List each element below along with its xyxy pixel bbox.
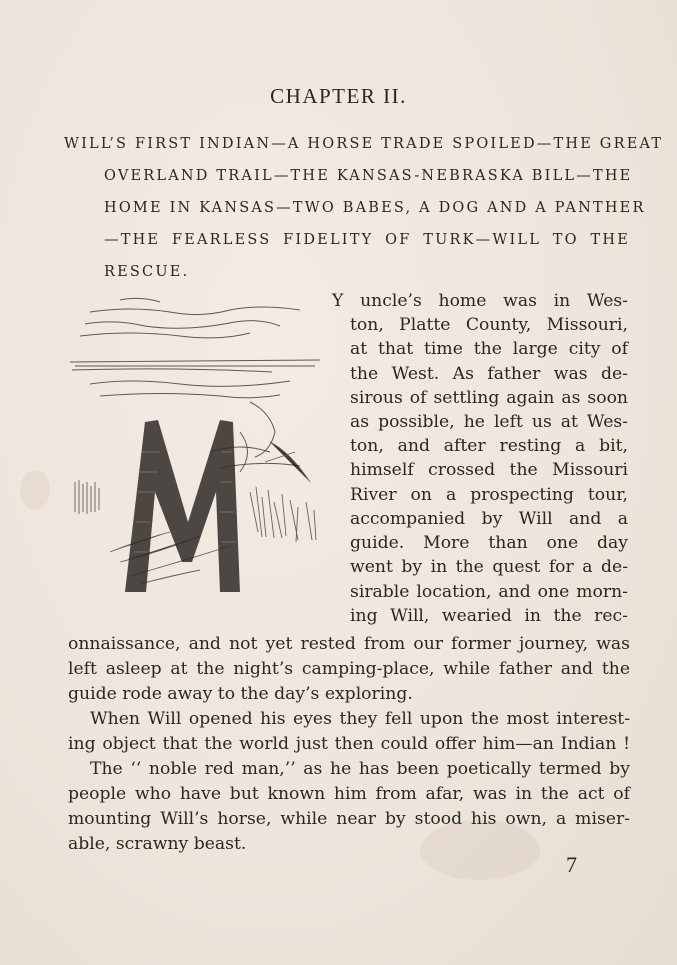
- body-line: Y uncle’s home was in Wes-: [332, 291, 628, 311]
- body-line: accompanied by Will and a: [350, 509, 628, 529]
- body-line: people who have but known him from afar, was in the act of: [68, 784, 630, 804]
- synopsis-line: RESCUE.: [104, 264, 190, 280]
- body-line: When Will opened his eyes they fell upon the most interest-: [90, 709, 630, 729]
- body-line: ing object that the world just then could offer him—an Indian !: [68, 734, 630, 754]
- synopsis-line: WILL’S FIRST INDIAN—A HORSE TRADE SPOILED—THE GREAT: [64, 136, 664, 152]
- body-line: River on a prospecting tour,: [350, 485, 628, 505]
- body-line: himself crossed the Missouri: [350, 460, 628, 480]
- body-line: sirous of settling again as soon: [350, 388, 628, 408]
- chapter-synopsis: [64, 128, 664, 288]
- body-line: ton, Platte County, Missouri,: [350, 315, 628, 335]
- body-line: at that time the large city of: [350, 339, 628, 359]
- body-line: mounting Will’s horse, while near by stood his own, a miser-: [68, 809, 630, 829]
- body-line: guide. More than one day: [350, 533, 628, 553]
- chapter-title: CHAPTER II.: [270, 84, 407, 108]
- synopsis-line: —THE FEARLESS FIDELITY OF TURK—WILL TO THE: [104, 232, 630, 248]
- body-line: went by in the quest for a de-: [350, 557, 628, 577]
- body-line: onnaissance, and not yet rested from our former journey, was: [68, 634, 630, 654]
- synopsis-line: OVERLAND TRAIL—THE KANSAS-NEBRASKA BILL—THE: [104, 168, 633, 184]
- synopsis-line: HOME IN KANSAS—TWO BABES, A DOG AND A PANTHER: [104, 200, 646, 216]
- page-number: 7: [566, 852, 577, 877]
- body-line: able, scrawny beast.: [68, 834, 247, 854]
- body-line: ton, and after resting a bit,: [350, 436, 628, 456]
- letter-M-shape: [125, 420, 240, 592]
- body-line: The ‘‘ noble red man,’’ as he has been poetically termed by: [90, 759, 630, 779]
- paper-stain: [20, 470, 50, 510]
- body-line: sirable location, and one morn-: [350, 582, 628, 602]
- body-line: the West. As father was de-: [350, 364, 628, 384]
- body-line: left asleep at the night’s camping-place, while father and the: [68, 659, 630, 679]
- body-line: guide rode away to the day’s exploring.: [68, 684, 413, 704]
- ornamental-drop-cap-icon: [70, 292, 328, 592]
- drop-cap-illustration: [70, 292, 328, 592]
- body-line: ing Will, wearied in the rec-: [350, 606, 628, 626]
- body-line: as possible, he left us at Wes-: [350, 412, 628, 432]
